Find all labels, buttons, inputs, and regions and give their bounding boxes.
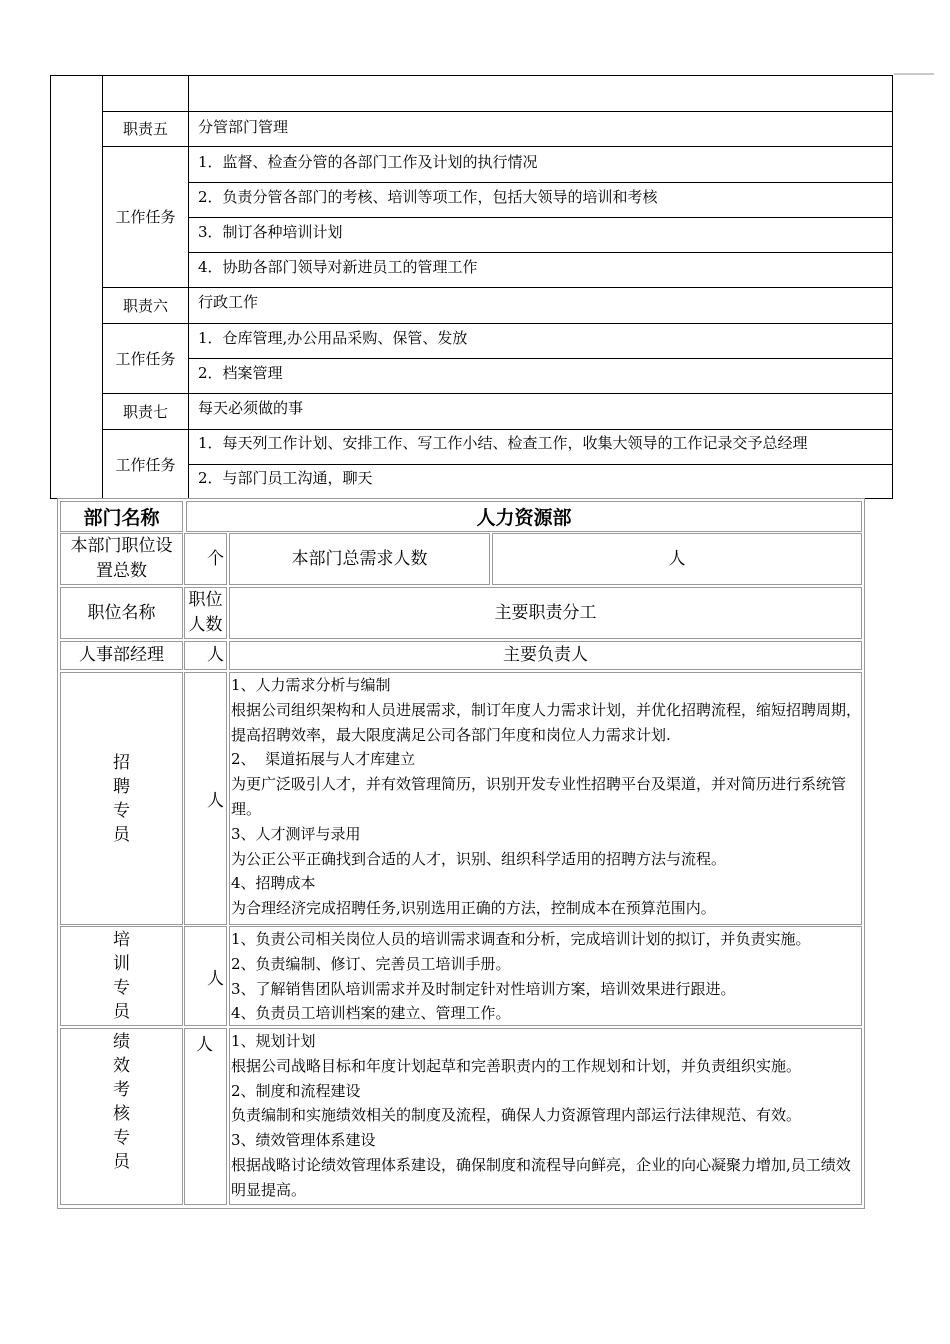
duty-label: 职责七 xyxy=(122,402,168,421)
position-duties-performance xyxy=(229,1028,862,1205)
duty-line: 3、绩效管理体系建设 xyxy=(231,1131,376,1150)
task-item: 2．负责分管各部门的考核、培训等项工作，包括大领导的培训和考核 xyxy=(198,188,658,206)
position-title-char: 考 xyxy=(113,1080,130,1100)
task-label: 工作任务 xyxy=(115,456,176,474)
task-item: 1．监督、检查分管的各部门工作及计划的执行情况 xyxy=(198,153,538,171)
position-title-char: 招 xyxy=(113,752,130,773)
position-title-char: 专 xyxy=(113,978,130,998)
task-item: 2．与部门员工沟通，聊天 xyxy=(198,469,373,487)
position-title-trainer xyxy=(60,926,183,1026)
task-item: 3．制订各种培训计划 xyxy=(198,223,343,241)
page-edge-line xyxy=(894,73,934,75)
duty-text: 分管部门管理 xyxy=(198,118,289,136)
duties-table xyxy=(50,75,893,499)
duty-line: 1、负责公司相关岗位人员的培训需求调查和分析，完成培训计划的拟订，并负责实施。 xyxy=(231,930,811,948)
position-title-char: 员 xyxy=(113,1002,130,1022)
position-title-recruiter xyxy=(60,672,183,925)
manager-duty: 主要负责人 xyxy=(229,641,862,670)
task-label: 工作任务 xyxy=(115,208,176,226)
position-title-char: 专 xyxy=(113,1128,130,1148)
position-title-char: 效 xyxy=(113,1056,130,1076)
position-title-performance xyxy=(60,1028,183,1205)
position-title-char: 员 xyxy=(113,824,130,845)
position-title-char: 核 xyxy=(113,1104,130,1124)
total-positions-unit: 个 xyxy=(184,533,227,585)
task-item: 4．协助各部门领导对新进员工的管理工作 xyxy=(198,258,478,276)
total-demand-unit: 人 xyxy=(492,533,862,585)
duty-line: 3、了解销售团队培训需求并及时制定针对性培训方案，培训效果进行跟进。 xyxy=(231,979,736,998)
duty-line: 4、招聘成本 xyxy=(231,874,316,893)
duty-line: 根据公司组织架构和人员进展需求，制订年度人力需求计划，并优化招聘流程，缩短招聘周期，提高招聘效率，最大限度满足公司各部门年度和岗位人力需求计划. xyxy=(231,700,862,744)
duty-line: 2、负责编制、修订、完善员工培训手册。 xyxy=(231,954,511,973)
col-count-header: 职位人数 xyxy=(184,587,227,639)
duty-line: 为更广泛吸引人才，并有效管理简历，识别开发专业性招聘平台及渠道，并对简历进行系统管理。 xyxy=(231,775,847,818)
duty-line: 2、 渠道拓展与人才库建立 xyxy=(231,750,416,769)
duty-text: 每天必须做的事 xyxy=(198,399,304,417)
duty-line: 根据公司战略目标和年度计划起草和完善职责内的工作规划和计划，并负责组织实施。 xyxy=(231,1056,802,1075)
dept-name: 人力资源部 xyxy=(186,501,862,532)
position-count-unit: 人 xyxy=(184,926,227,1026)
duty-label: 职责五 xyxy=(122,120,168,138)
position-count-unit: 人 xyxy=(184,1028,227,1205)
total-demand-label: 本部门总需求人数 xyxy=(229,533,490,585)
position-title-char: 员 xyxy=(113,1152,130,1172)
position-title-char: 绩 xyxy=(113,1032,130,1052)
duty-label: 职责六 xyxy=(122,296,168,315)
position-title-char: 聘 xyxy=(113,776,130,797)
task-label: 工作任务 xyxy=(115,349,176,368)
task-item: 1．每天列工作计划、安排工作、写工作小结、检查工作，收集大领导的工作记录交予总经理 xyxy=(198,434,808,452)
task-item: 2．档案管理 xyxy=(198,364,283,382)
duty-line: 为合理经济完成招聘任务,识别选用正确的方法，控制成本在预算范围内。 xyxy=(231,899,716,918)
duty-line: 4、负责员工培训档案的建立、管理工作。 xyxy=(231,1004,511,1023)
duty-text: 行政工作 xyxy=(198,293,259,311)
task-item: 1．仓库管理,办公用品采购、保管、发放 xyxy=(198,329,468,347)
position-count-unit: 人 xyxy=(184,672,227,925)
duty-line: 负责编制和实施绩效相关的制度及流程，确保人力资源管理内部运行法律规范、有效。 xyxy=(231,1106,802,1125)
duty-line: 1、规划计划 xyxy=(231,1032,316,1050)
position-duties-trainer xyxy=(229,926,862,1026)
col-position-header: 职位名称 xyxy=(60,587,183,639)
manager-count-unit: 人 xyxy=(184,641,227,670)
department-table xyxy=(57,498,865,1209)
position-title-char: 专 xyxy=(113,800,130,821)
position-duties-recruiter xyxy=(229,672,862,925)
position-title-char: 培 xyxy=(113,930,130,950)
duty-line: 根据战略讨论绩效管理体系建设，确保制度和流程导向鲜亮，企业的向心凝聚力增加,员工绩效明显提高。 xyxy=(231,1155,851,1199)
total-positions-label: 本部门职位设置总数 xyxy=(60,533,183,585)
duty-line: 1、人力需求分析与编制 xyxy=(231,676,391,694)
duty-line: 2、制度和流程建设 xyxy=(231,1081,361,1100)
dept-label: 部门名称 xyxy=(60,501,183,532)
duty-line: 3、人才测评与录用 xyxy=(231,824,361,843)
duty-line: 为公正公平正确找到合适的人才，识别、组织科学适用的招聘方法与流程。 xyxy=(231,849,727,868)
manager-title: 人事部经理 xyxy=(60,641,183,670)
col-duty-header: 主要职责分工 xyxy=(229,587,862,639)
position-title-char: 训 xyxy=(113,954,130,974)
